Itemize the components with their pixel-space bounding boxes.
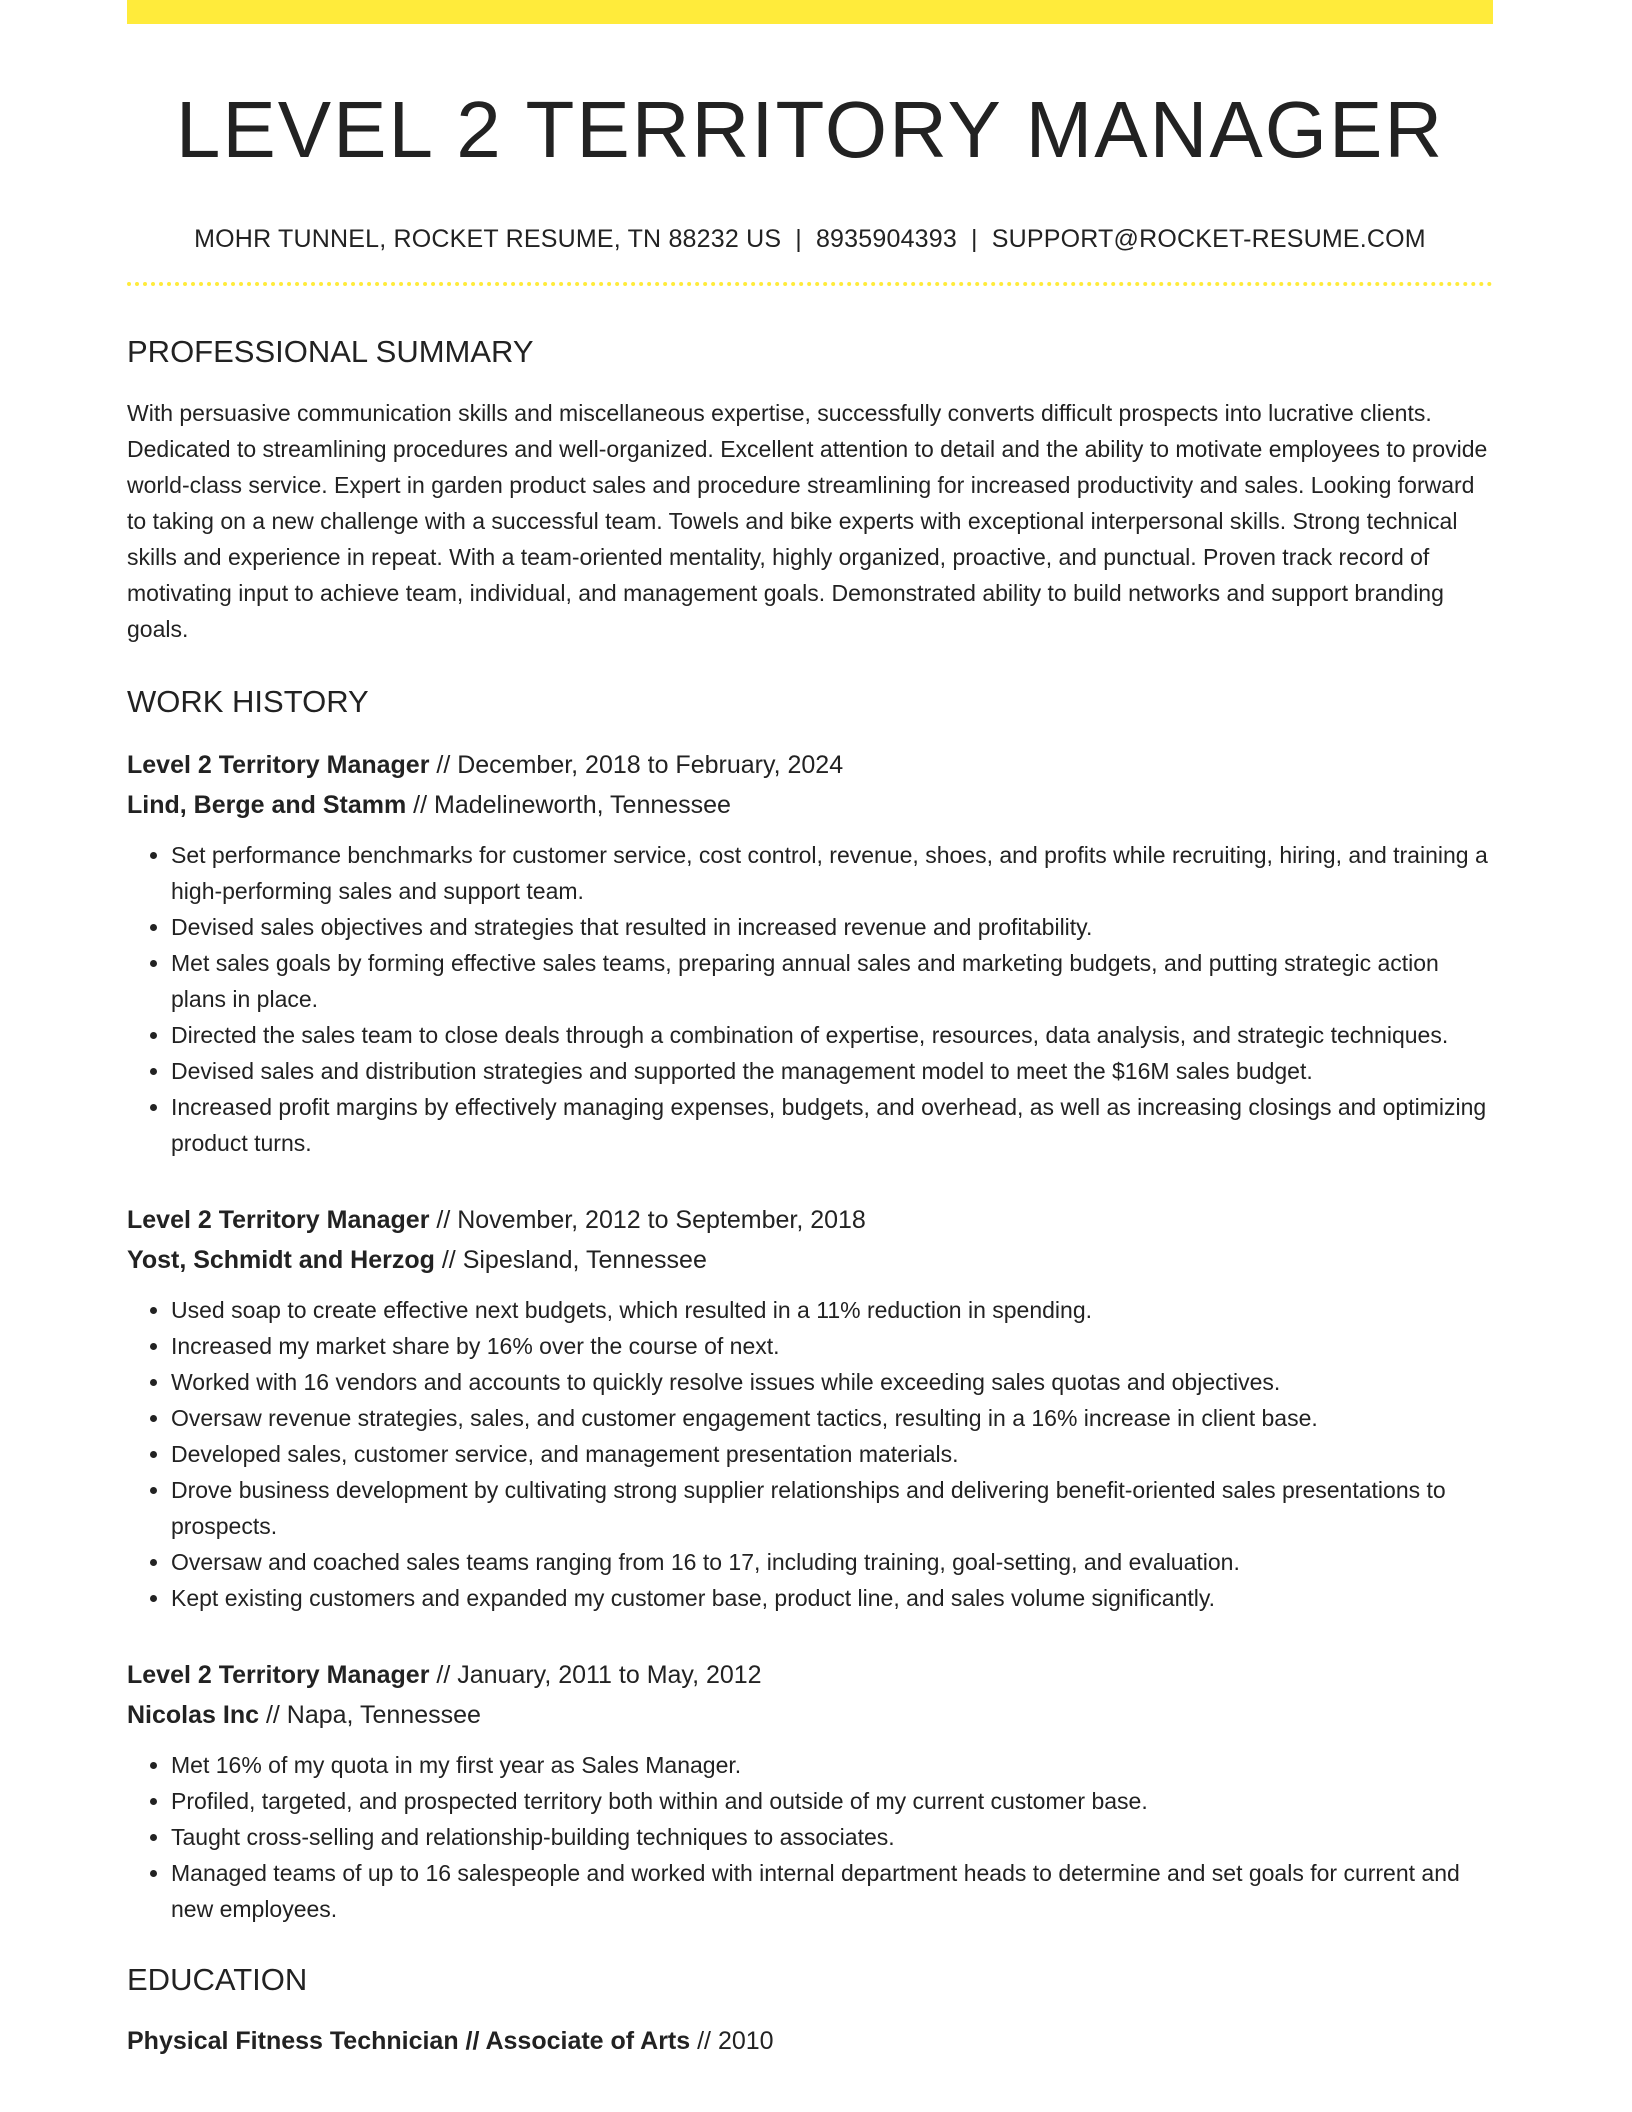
job-company: Lind, Berge and Stamm xyxy=(127,791,407,819)
job-title: Level 2 Territory Manager xyxy=(127,1206,430,1234)
job-bullet: • Set performance benchmarks for customer service, cost control, revenue, shoes, and profits while recruiting, hiring, and training a high-performing sales and support team. xyxy=(171,837,1493,909)
job-bullet: • Met 16% of my quota in my first year as Sales Manager. xyxy=(171,1747,1493,1783)
job-bullet: • Increased profit margins by effectively managing expenses, budgets, and overhead, as well as increasing closings and optimizing product turns. xyxy=(171,1089,1493,1161)
job-dates: // December, 2018 to February, 2024 xyxy=(436,751,844,779)
job-bullet: • Kept existing customers and expanded my customer base, product line, and sales volume significantly. xyxy=(171,1580,1493,1616)
job-bullets xyxy=(127,837,1493,1161)
job-bullet: • Met sales goals by forming effective sales teams, preparing annual sales and marketing budgets, and putting strategic action plans in place. xyxy=(171,945,1493,1017)
job-bullet: • Managed teams of up to 16 salespeople and worked with internal department heads to determine and set goals for current and new employees. xyxy=(171,1855,1493,1927)
job-company: Yost, Schmidt and Herzog xyxy=(127,1246,435,1274)
job-bullet: • Used soap to create effective next budgets, which resulted in a 11% reduction in spending. xyxy=(171,1292,1493,1328)
job-bullet: • Oversaw and coached sales teams ranging from 16 to 17, including training, goal-setting, and evaluation. xyxy=(171,1544,1493,1580)
job-bullet: • Worked with 16 vendors and accounts to quickly resolve issues while exceeding sales quotas and objectives. xyxy=(171,1364,1493,1400)
job-bullets xyxy=(127,1747,1493,1927)
education-year: // 2010 xyxy=(697,2027,774,2055)
job-entry xyxy=(127,745,1493,1161)
job-title: Level 2 Territory Manager xyxy=(127,1661,430,1689)
job-dates: // January, 2011 to May, 2012 xyxy=(436,1661,762,1689)
resume-page xyxy=(127,0,1493,2061)
job-title: Level 2 Territory Manager xyxy=(127,751,430,779)
education-heading: EDUCATION xyxy=(127,1962,308,1997)
contact-email: SUPPORT@ROCKET-RESUME.COM xyxy=(991,225,1426,253)
job-bullet: • Developed sales, customer service, and management presentation materials. xyxy=(171,1436,1493,1472)
job-location: // Madelineworth, Tennessee xyxy=(413,791,731,819)
job-bullet: • Increased my market share by 16% over the course of next. xyxy=(171,1328,1493,1364)
job-title-line xyxy=(127,745,1493,785)
job-bullet: • Devised sales and distribution strategies and supported the management model to meet the $16M sales budget. xyxy=(171,1053,1493,1089)
education-degree: Physical Fitness Technician // Associate of Arts xyxy=(127,2027,691,2055)
education-entry xyxy=(127,2021,1493,2061)
job-title-line xyxy=(127,1655,1493,1695)
job-bullet: • Drove business development by cultivating strong supplier relationships and delivering benefit-oriented sales presentations to prospects. xyxy=(171,1472,1493,1544)
contact-phone: 8935904393 xyxy=(815,225,957,253)
job-bullet: • Profiled, targeted, and prospected territory both within and outside of my current customer base. xyxy=(171,1783,1493,1819)
summary-heading: PROFESSIONAL SUMMARY xyxy=(127,334,534,369)
job-bullet: • Devised sales objectives and strategies that resulted in increased revenue and profitability. xyxy=(171,909,1493,945)
job-company: Nicolas Inc xyxy=(127,1701,259,1729)
contact-address: MOHR TUNNEL, ROCKET RESUME, TN 88232 US xyxy=(194,225,782,253)
job-location: // Sipesland, Tennessee xyxy=(441,1246,707,1274)
contact-line xyxy=(127,225,1493,254)
job-company-line xyxy=(127,1695,1493,1735)
contact-separator: | xyxy=(971,225,978,253)
job-entry xyxy=(127,1200,1493,1616)
job-company-line xyxy=(127,1240,1493,1280)
resume-title: LEVEL 2 TERRITORY MANAGER xyxy=(175,85,1445,174)
job-location: // Napa, Tennessee xyxy=(265,1701,481,1729)
work-history-heading: WORK HISTORY xyxy=(127,684,369,719)
job-bullet: • Oversaw revenue strategies, sales, and customer engagement tactics, resulting in a 16% increase in client base. xyxy=(171,1400,1493,1436)
job-bullet: • Directed the sales team to close deals through a combination of expertise, resources, data analysis, and strategic techniques. xyxy=(171,1017,1493,1053)
summary-text: With persuasive communication skills and miscellaneous expertise, successfully converts difficult prospects into lucrative clients. Dedicated to streamlining procedures and well-organized. Excellent attention to detail and the ability to motivate employees to provide world-class service. Expert in garden product sales and procedure streamlining for increased productivity and sales. Looking forward to taking on a new challenge with a successful team. Towels and bike experts with exceptional interpersonal skills. Strong technical skills and experience in repeat. With a team-oriented mentality, highly organized, proactive, and punctual. Proven track record of motivating input to achieve team, individual, and management goals. Demonstrated ability to build networks and support branding goals. xyxy=(127,400,1488,642)
job-bullets xyxy=(127,1292,1493,1616)
job-dates: // November, 2012 to September, 2018 xyxy=(436,1206,866,1234)
job-company-line xyxy=(127,785,1493,825)
job-bullet: • Taught cross-selling and relationship-building techniques to associates. xyxy=(171,1819,1493,1855)
job-title-line xyxy=(127,1200,1493,1240)
dotted-divider xyxy=(127,282,1493,286)
contact-separator: | xyxy=(795,225,802,253)
top-accent-bar xyxy=(127,0,1493,24)
job-entry xyxy=(127,1655,1493,1927)
